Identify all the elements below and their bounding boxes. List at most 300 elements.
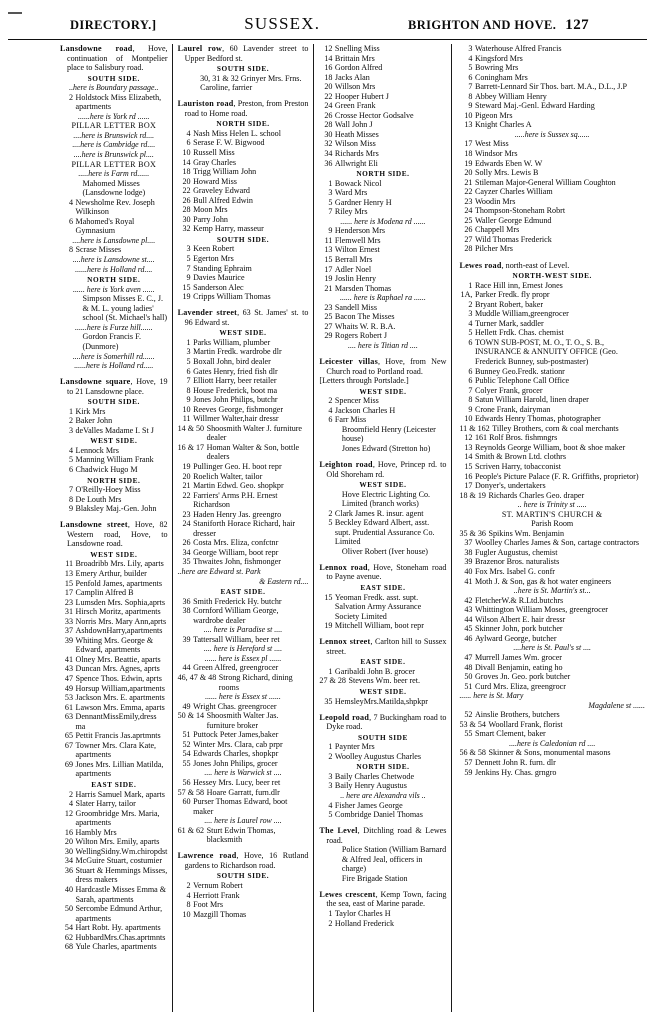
column-1 (8, 44, 172, 1012)
entry-text: Broadribb Mrs. Lily, aparts (75, 559, 164, 569)
directory-entry (319, 179, 446, 189)
directory-entry (178, 797, 309, 816)
entry-number: 1 (328, 908, 333, 918)
directory-entry (319, 667, 446, 677)
directory-entry (60, 93, 168, 112)
directory-entry (459, 462, 645, 472)
directory-entry (319, 547, 446, 557)
street-detail: , 60 Lavender street to Upper Bedford st. (184, 44, 309, 63)
directory-entry (459, 605, 645, 615)
directory-entry (459, 758, 645, 768)
side-subheading: SOUTH SIDE. (87, 73, 140, 83)
street-detail: , Carlton hill to Sussex street. (326, 637, 447, 656)
entry-number: 23 (464, 196, 473, 206)
cross-reference: ......here is Holland rd..... (74, 361, 154, 371)
entry-number: 13 (324, 245, 333, 255)
street-heading (319, 713, 446, 732)
directory-entry (459, 491, 645, 501)
entry-number: 7 (186, 263, 191, 273)
directory-entry (60, 809, 168, 828)
entry-number: 22 (182, 490, 191, 500)
entry-text: Herriott Frank (193, 890, 240, 900)
entry-number: 57 & 58 (177, 787, 205, 797)
entry-text: Parry John (193, 214, 228, 224)
entry-number: 6 (468, 72, 473, 82)
directory-entry (319, 444, 446, 454)
directory-entry (319, 255, 446, 265)
directory-entry (459, 395, 645, 405)
entry-text: Allwright Eli (334, 158, 378, 168)
directory-entry (459, 634, 645, 644)
entry-number: 47 (464, 652, 473, 662)
entry-number: 51 (182, 730, 191, 740)
directory-entry (319, 130, 446, 140)
entry-text: Cayzer Charles William (474, 187, 553, 197)
entry-number: 12 (324, 44, 333, 53)
entry-number: 7 (468, 82, 473, 92)
entry-number: 36 (64, 865, 73, 875)
directory-entry (60, 446, 168, 456)
entry-number: 1 (468, 280, 473, 290)
directory-entry (319, 236, 446, 246)
entry-text: Spikins Wm. Benjamin (488, 528, 565, 538)
entry-number: 15 (324, 255, 333, 265)
entry-number: 32 (182, 224, 191, 234)
directory-entry (459, 720, 645, 730)
entry-text: Paynter Mrs (334, 742, 375, 752)
directory-entry (60, 179, 168, 198)
side-subheading: WEST SIDE. (219, 328, 267, 338)
street-name: Lennox road (319, 562, 368, 572)
entry-text: Shoosmith Walter J. furniture dealer (206, 423, 303, 443)
directory-entry (60, 198, 168, 217)
entry-text: Jackson Charles H (334, 405, 396, 415)
entry-number: 69 (64, 759, 73, 769)
directory-entry (319, 621, 446, 631)
entry-number: 34 (64, 856, 73, 866)
entry-number: 21 (464, 177, 473, 187)
directory-entry (459, 729, 645, 739)
directory-entry (459, 178, 645, 188)
entry-number: 2 (328, 751, 333, 761)
directory-entry (60, 245, 168, 255)
entry-text: Joslin Henry (334, 274, 377, 284)
entry-number: 2 (328, 918, 333, 928)
entry-text: Winter Mrs. Clara, cab prpr (193, 739, 283, 749)
directory-entry (459, 300, 645, 310)
directory-entry (319, 331, 446, 341)
directory-entry (178, 491, 309, 510)
directory-entry (60, 559, 168, 569)
cross-reference-line: Magdalene st ...... (588, 700, 645, 710)
entry-number: 51 (464, 681, 473, 691)
directory-entry (60, 485, 168, 495)
entry-number: 57 (464, 757, 473, 767)
page-number: 127 (565, 17, 589, 33)
directory-entry (459, 111, 645, 121)
entry-text: Farr Miss (334, 415, 367, 425)
entry-text: Kirk Mrs (75, 406, 106, 416)
entry-number: 15 (182, 282, 191, 292)
cross-reference: ....here is Lansdowne st.... (72, 255, 155, 265)
entry-text: Wright Chas. greengrocer (193, 701, 277, 711)
entry-number: 39 (64, 635, 73, 645)
entry-number: 49 (182, 701, 191, 711)
directory-entry (60, 703, 168, 713)
entry-text: Baily Charles Chetwode (334, 771, 415, 781)
entry-text: Lumsden Mrs. Sophia,aprts (75, 597, 165, 607)
entry-number: 12 (464, 433, 473, 443)
street-detail: , Hove, 19 to 21 Lansdowne place. (67, 377, 168, 396)
entry-text: Newsholme Rev. Joseph Wilkinson (75, 197, 155, 217)
directory-entry (60, 760, 168, 779)
street-detail: , Ditchling road & Lewes road. (326, 826, 447, 845)
directory-entry (459, 710, 645, 720)
entry-number: 19 (324, 621, 333, 631)
entry-number: 37 (464, 538, 473, 548)
entry-number: 27 & 28 (319, 676, 346, 686)
directory-entry (178, 148, 309, 158)
cross-reference: ..here is Boundary passage.. (69, 83, 159, 93)
street-heading (60, 44, 168, 73)
entry-text: Olney Mrs. Beattie, aparts (75, 654, 161, 664)
directory-entry (319, 742, 446, 752)
entry-text: Chappell Mrs (474, 225, 520, 235)
entry-number: 41 (64, 654, 73, 664)
entry-text: Thwaites John, fishmonger (193, 557, 281, 567)
cross-reference: ....here is Somerhill rd...... (72, 351, 155, 361)
entry-number: 17 (324, 264, 333, 274)
entry-text: Aylward George, butcher (474, 633, 557, 643)
entry-number: 6 (68, 216, 73, 226)
entry-text: Oliver Robert (Iver house) (341, 546, 429, 556)
street-heading (60, 377, 168, 396)
directory-entry (319, 54, 446, 64)
directory-entry (60, 790, 168, 800)
entry-number: 26 (464, 225, 473, 235)
entry-text: Duncan Mrs. Agnes, aprts (75, 664, 160, 674)
directory-entry (178, 538, 309, 548)
entry-number: 50 & 14 (177, 711, 205, 721)
directory-entry (459, 405, 645, 415)
entry-text: Boxall John, bird dealer (193, 356, 271, 366)
entry-text: 161 Rolf Bros. fishmngrs (474, 433, 558, 443)
entry-text: Jones Edward (Stretton ho) (341, 443, 431, 453)
directory-entry (178, 254, 309, 264)
street-detail: , Hove, 16 Rutland gardens to Richardson road. (184, 851, 309, 870)
directory-entry (178, 740, 309, 750)
entry-text: Divall Benjamin, eating ho (474, 662, 563, 672)
entry-number: 9 (328, 226, 333, 236)
entry-number: 5 (328, 810, 333, 820)
entry-number: 15 (64, 578, 73, 588)
directory-entry (178, 910, 309, 920)
directory-entry (60, 407, 168, 417)
street-detail: , Hove, Princep rd. to Old Shoreham rd. (326, 459, 447, 479)
street-detail: , Hove, continuation of Montpelier place to Salisbury road. (67, 44, 168, 73)
entry-number: 19 (464, 158, 473, 168)
entry-text: Kingsford Mrs (474, 53, 523, 63)
cross-reference-line: ...... here is St. Mary (459, 691, 524, 701)
entry-number: 67 (64, 740, 73, 750)
entry-text: Lawson Mrs. Emma, aparts (75, 702, 165, 712)
entry-number: 3 (186, 244, 191, 254)
entry-number: 36 (182, 596, 191, 606)
entry-text: Gates Henry, fried fish dlr (193, 366, 278, 376)
directory-entry (178, 472, 309, 482)
entry-number: 59 (464, 767, 473, 777)
entry-number: 27 (464, 234, 473, 244)
entry-number: 9 (186, 395, 191, 405)
side-subheading: SOUTH SIDE (357, 732, 408, 742)
directory-entry (319, 188, 446, 198)
entry-text: Brazenor Bros. naturalists (474, 557, 560, 567)
entry-number: 39 (464, 557, 473, 567)
entry-text: Riley Mrs (334, 207, 368, 217)
entry-number: 6 (468, 366, 473, 376)
entry-number: 30 (64, 846, 73, 856)
entry-text: Sanderson Alec (193, 282, 244, 292)
entry-number: 26 (324, 110, 333, 120)
directory-entry (319, 697, 446, 707)
entry-text: Satun William Harold, linen draper (474, 395, 589, 405)
side-subheading: EAST SIDE. (220, 587, 266, 597)
entry-number: 47 (64, 674, 73, 683)
directory-entry (60, 655, 168, 665)
entry-text: Gordon Alfred (334, 63, 383, 73)
entry-number: 54 (182, 749, 191, 759)
directory-entry (60, 664, 168, 674)
entry-text: Baily Henry Augustus (334, 781, 407, 791)
entry-number: 8 (186, 900, 191, 910)
directory-entry (459, 615, 645, 625)
side-subheading: NORTH-WEST SIDE. (512, 271, 592, 281)
entry-text: Sercombe Edmund Arthur, apartments (75, 904, 163, 923)
entry-number: 2 (468, 299, 473, 309)
entry-text: Coningham Mrs (474, 72, 528, 82)
directory-entry (319, 207, 446, 217)
directory-entry (319, 303, 446, 313)
directory-entry (459, 54, 645, 64)
entry-text: Smith & Brown Ltd. clothrs (474, 452, 566, 462)
directory-entry (319, 425, 446, 444)
directory-entry (319, 406, 446, 416)
entry-number: 1 (68, 406, 73, 416)
directory-entry (60, 617, 168, 627)
street-name: Lawrence road (177, 851, 237, 861)
directory-entry (459, 653, 645, 663)
entry-number: 6 (468, 337, 473, 347)
directory-entry (459, 367, 645, 377)
directory-entry (459, 577, 645, 587)
directory-entry (178, 244, 309, 254)
entry-number: 21 (182, 481, 191, 491)
cross-reference: .. here is Trinity st ..... (517, 500, 587, 510)
entry-number: 23 (64, 597, 73, 607)
directory-entry (459, 538, 645, 548)
entry-number: 5 (328, 197, 333, 207)
entry-number: 34 (324, 149, 333, 159)
directory-entry (459, 481, 645, 491)
entry-text: Woolley Augustus Charles (334, 751, 422, 761)
cross-reference: ......here is Furze hill...... (75, 322, 153, 332)
entry-number: 17 (464, 139, 473, 149)
entry-text: Tilley Brothers, corn & coal merchants (492, 423, 619, 433)
directory-entry (459, 44, 645, 54)
entry-number: 48 (464, 662, 473, 672)
running-head-center: SUSSEX. (244, 14, 321, 33)
cross-reference (178, 567, 309, 586)
directory-entry (60, 607, 168, 617)
directory-entry (459, 319, 645, 329)
entry-text: Yule Charles, apartments (75, 942, 157, 952)
directory-entry (459, 206, 645, 216)
entry-text: Blaksley Maj.-Gen. John (75, 504, 157, 514)
entry-text: Whiting Mrs. George & Edward, apartments (75, 635, 154, 655)
directory-entry (459, 82, 645, 92)
directory-entry (319, 518, 446, 547)
directory-entry (178, 663, 309, 673)
entry-number: 7 (468, 385, 473, 395)
directory-entry (178, 557, 309, 567)
entry-number: 53 & 54 (459, 719, 486, 729)
entry-text: Elliott Harry, beer retailer (193, 376, 277, 386)
entry-text: Hart Robt. Hy. apartments (75, 923, 161, 933)
entry-number: 6 (186, 138, 191, 148)
directory-entry (319, 92, 446, 102)
directory-entry (60, 799, 168, 809)
street-heading (319, 637, 446, 656)
entry-text: Dennett John R. furn. dlr (474, 757, 556, 767)
entry-text: Stevens Wm. beer ret. (348, 676, 421, 686)
entry-text: Manning William Frank (75, 455, 154, 465)
entry-text: Graveley Edward (193, 186, 250, 196)
entry-number: 27 (324, 321, 333, 331)
directory-entry (459, 768, 645, 778)
entry-text: Vernum Robert (193, 880, 243, 890)
directory-entry (178, 826, 309, 845)
column-3 (313, 44, 451, 1012)
entry-number: 42 (464, 595, 473, 605)
entry-text: Edwards Henry Thomas, photographer (474, 414, 601, 424)
directory-entry (60, 828, 168, 838)
directory-entry (459, 433, 645, 443)
entry-number: 35 (182, 557, 191, 567)
cross-reference: .... here is Laurel row .... (204, 816, 282, 826)
cross-reference: ......here is Holland rd.... (75, 264, 153, 274)
directory-entry (459, 452, 645, 462)
entry-number: 18 (464, 149, 473, 159)
directory-entry (60, 712, 168, 731)
entry-text: Whaits W. R. B.A. (334, 321, 396, 331)
entry-text: Baker John (75, 416, 113, 426)
directory-entry (178, 283, 309, 293)
cross-reference: ....here is Brunswick rd.... (73, 130, 155, 140)
directory-entry (459, 120, 645, 130)
directory-entry (319, 509, 446, 519)
entry-text: Steward Maj.-Genl. Edward Harding (474, 101, 595, 111)
directory-entry (459, 557, 645, 567)
entry-number: 3 (68, 425, 73, 435)
entry-number: 10 (182, 909, 191, 919)
entry-number: 56 & 58 (459, 748, 486, 758)
directory-entry (178, 138, 309, 148)
entry-text: Stileman Major-General William Coughton (474, 177, 616, 187)
entry-number: 44 (464, 614, 473, 624)
side-subheading: WEST SIDE. (90, 436, 138, 446)
directory-entry (60, 495, 168, 505)
entry-text: Keen Robert (193, 244, 235, 254)
entry-text: Green Alfred, greengrocer (193, 663, 279, 673)
street-name: Leopold road (319, 712, 370, 722)
street-detail: , Hove, 82 Western road, Hove, to Lansdowne road. (67, 520, 168, 549)
directory-entry (178, 443, 309, 462)
directory-entry (60, 504, 168, 514)
street-name: Lennox street (319, 637, 371, 647)
directory-entry (178, 186, 309, 196)
entry-text: Abbey William Henry (474, 91, 547, 101)
directory-entry (178, 376, 309, 386)
entry-number: 9 (186, 273, 191, 283)
entry-text: Parks William, plumber (193, 337, 271, 347)
entry-text: Fisher James George (334, 800, 403, 810)
directory-entry (178, 205, 309, 215)
directory-entry (319, 874, 446, 884)
street-heading (178, 308, 309, 327)
entry-number: 12 (64, 808, 73, 818)
entry-text: Police Station (William Barnard & Alfred Jeal, officers in charge) (341, 845, 447, 874)
entry-text: Hirsch Moritz, apartments (75, 607, 161, 617)
cross-reference: ...... here is Essex pl ...... (204, 653, 282, 663)
entry-text: Edwards Charles, shopkpr (193, 749, 279, 759)
entry-number: 10 (182, 147, 191, 157)
directory-entry (319, 120, 446, 130)
entry-number: 8 (68, 245, 73, 255)
entry-text: Turner Mark, saddler (474, 318, 544, 328)
directory-entry (459, 139, 645, 149)
directory-entry (178, 338, 309, 348)
entry-text: Pigeon Mrs (474, 110, 513, 120)
directory-entry (459, 414, 645, 424)
entry-text: Gray Charles (193, 157, 237, 167)
directory-entry (459, 672, 645, 682)
directory-entry (459, 63, 645, 73)
directory-entry (319, 801, 446, 811)
cross-reference: .... here is Paradise st .... (203, 625, 283, 635)
church-entry (459, 510, 645, 529)
entry-number: 14 (182, 157, 191, 167)
entry-text: Henderson Mrs (334, 226, 386, 236)
directory-entry (178, 292, 309, 302)
directory-entry (178, 881, 309, 891)
directory-entry (459, 596, 645, 606)
entry-text: Snelling Miss (334, 44, 380, 53)
entry-text: Howard Miss (193, 176, 237, 186)
entry-text: Farriers' Arms P.H. Ernest Richardson (193, 490, 278, 510)
entry-text: Horsup William,apartments (75, 683, 165, 693)
side-subheading: WEST SIDE. (90, 549, 138, 559)
entry-number: 20 (464, 168, 473, 178)
entry-text: Hove Electric Lighting Co. Limited (branch works) (341, 489, 431, 509)
cross-reference: ....here is Cambridge rd.... (72, 140, 156, 150)
cross-reference: ...... here is Essex st ...... (205, 692, 281, 702)
entry-number: 18 (182, 167, 191, 177)
entry-number: 20 (182, 471, 191, 481)
entry-text: Mazgill Thomas (193, 909, 247, 919)
directory-entry (60, 598, 168, 608)
entry-text: Lennock Mrs (75, 445, 119, 455)
entry-text: Brittain Mrs (334, 53, 375, 63)
